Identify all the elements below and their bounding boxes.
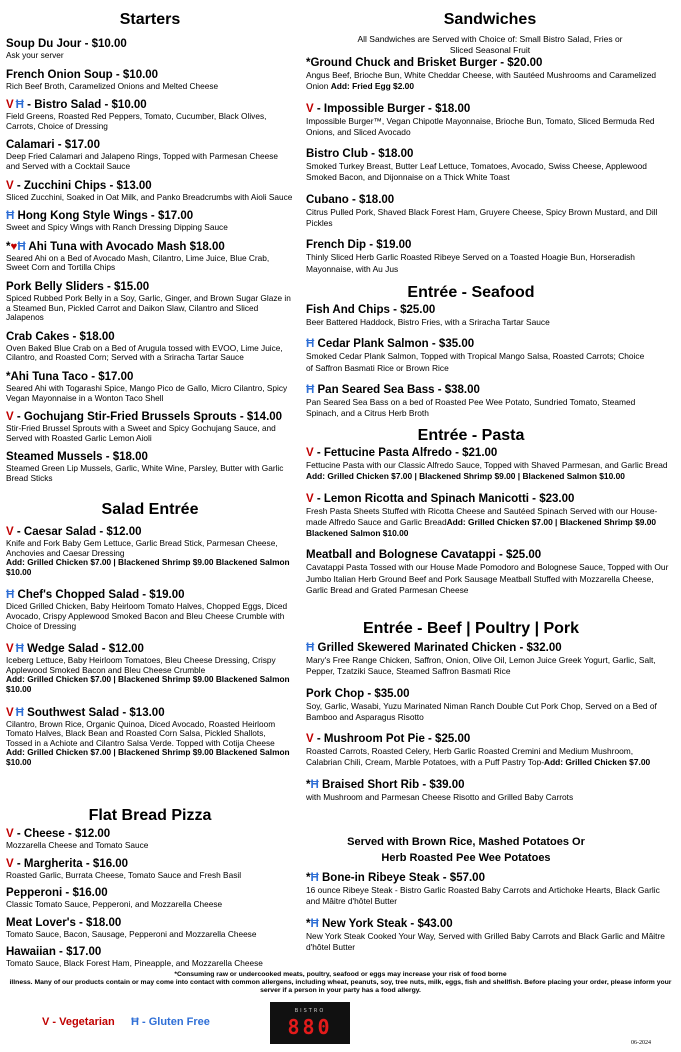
raw-warning-marker: * xyxy=(6,240,11,253)
menu-item-ahi-tuna-taco-17-00 xyxy=(6,371,294,403)
menu-item-description-text: Roasted Carrots, Roasted Celery, Herb Garlic Roasted Cremini and Medium Mushroom, Calabrian Chili, Cream, Marble Potatoes, with a Puff Pastry Top- xyxy=(306,746,634,768)
menu-item-addons: Add: Grilled Chicken $7.00 | Blackened Shrimp $9.00 Blackened Salmon $10.00 xyxy=(6,674,290,694)
gluten-free-icon: Ħ xyxy=(306,642,315,654)
menu-item-crab-cakes-18-00 xyxy=(6,331,294,363)
menu-item-title xyxy=(306,549,671,562)
gluten-free-icon: Ħ xyxy=(15,99,24,112)
menu-item-name-price: Southwest Salad - $13.00 xyxy=(23,706,165,719)
menu-item-title xyxy=(306,779,671,792)
menu-item-name-price: *Ground Chuck and Brisket Burger - $20.00 xyxy=(306,57,543,69)
menu-item-description xyxy=(6,112,294,131)
section-title-seafood: Entrée - Seafood xyxy=(407,284,535,301)
menu-item-description xyxy=(6,602,292,631)
menu-item-description-text: Fresh Pasta Sheets Stuffed with Ricotta Cheese and Sautéed Spinach Served with our House-made Alfredo Sauce and Garlic Bread xyxy=(306,505,658,527)
salad-section xyxy=(6,500,294,520)
menu-item-title xyxy=(306,642,671,655)
raw-warning-marker: * xyxy=(306,778,311,791)
menu-item-name-price: Cedar Plank Salmon - $35.00 xyxy=(314,338,475,351)
menu-item-description xyxy=(6,294,294,323)
menu-item-description-text: Impossible Burger™, Vegan Chipotle Mayonnaise, Brioche Bun, Tomato, Sliced Bermuda Red Onions, and Sliced Avocado xyxy=(306,115,655,137)
menu-item-description xyxy=(306,317,646,328)
menu-item-southwest-salad-13-00 xyxy=(6,707,292,768)
gluten-free-icon: Ħ xyxy=(15,643,24,656)
menu-item-name-price: French Onion Soup - $10.00 xyxy=(6,68,159,81)
menu-item-description-text: Knife and Fork Baby Gem Lettuce, Garlic Bread Stick, Parmesan Cheese, Anchovies and Caesar Dressing xyxy=(6,538,278,558)
menu-item-description xyxy=(306,207,671,230)
menu-item-description-text: Mary's Free Range Chicken, Saffron, Onion, Olive Oil, Lemon Juice Greek Yogurt, Garlic, Salt, Pepper, Tzatziki Sauce, Steamed Saffron Basmati Rice xyxy=(306,655,656,677)
menu-item-description-text: Field Greens, Roasted Red Peppers, Tomato, Cucumber, Black Olives, Carrots, Choice of Dressing xyxy=(6,111,267,131)
gluten-free-icon: Ħ xyxy=(310,917,319,930)
menu-item-calamari-17-00 xyxy=(6,139,294,171)
menu-item-title xyxy=(306,194,671,207)
menu-item-title xyxy=(306,447,671,460)
menu-item-description xyxy=(306,70,671,93)
legend-vegetarian-label: V - Vegetarian xyxy=(42,1016,115,1028)
menu-item-name-price: Cubano - $18.00 xyxy=(306,193,395,206)
menu-item-description xyxy=(6,871,294,881)
menu-item-description xyxy=(6,193,294,203)
menu-item-new-york-steak-43-00 xyxy=(306,918,666,954)
section-title-beef: Entrée - Beef | Poultry | Pork xyxy=(362,620,580,637)
menu-item-name-price: - Cheese - $12.00 xyxy=(13,828,111,840)
menu-item-addons: Add: Grilled Chicken $7.00 | Blackened Shrimp $9.00 Blackened Salmon $10.00 xyxy=(6,557,290,577)
section-title-pasta: Entrée - Pasta xyxy=(417,427,525,444)
steaks-list xyxy=(306,872,666,953)
menu-item-description-text: Rich Beef Broth, Caramelized Onions and Melted Cheese xyxy=(6,80,219,91)
allergy-disclaimer-line1: *Consuming raw or undercooked meats, poultry, seafood or eggs may increase your risk of food borne xyxy=(174,971,507,978)
menu-item-name-price: - Mushroom Pot Pie - $25.00 xyxy=(313,733,471,746)
allergy-disclaimer-line2: illness. Many of our products contain or may come into contact with common allergens, including wheat, peanuts, soy, tree nuts, milk, eggs, fish and shellfish. Before placing your order, please inform your server if a person in your party has a food allergy. xyxy=(9,979,672,994)
menu-item-bone-in-ribeye-steak-57-00 xyxy=(306,872,666,908)
vegetarian-marker: V xyxy=(306,733,314,746)
menu-item-gochujang-stir-fried-brussels-sprouts-14 xyxy=(6,411,294,443)
sandwiches-section xyxy=(306,10,674,56)
menu-item-soup-du-jour-10-00 xyxy=(6,38,294,61)
menu-item-description-text: Tomato Sauce, Bacon, Sausage, Pepperoni and Mozzarella Cheese xyxy=(6,928,257,939)
vegetarian-marker: V xyxy=(306,102,314,115)
menu-item-title xyxy=(306,384,646,397)
menu-item-description xyxy=(6,900,294,910)
menu-item-mushroom-pot-pie-25-00 xyxy=(306,733,671,769)
menu-item-description-text: Oven Baked Blue Crab on a Bed of Arugula tossed with EVOO, Lime Juice, Cilantro, and Roasted Corn; Served with a Sriracha Tartar Sauce xyxy=(6,342,283,363)
menu-item-name-price: Chef's Chopped Salad - $19.00 xyxy=(14,589,185,602)
menu-item-bistro-salad-10-00 xyxy=(6,99,294,131)
gluten-free-icon: Ħ xyxy=(306,338,315,351)
menu-item-meatball-and-bolognese-cavatappi-25-00 xyxy=(306,549,671,596)
menu-item-description xyxy=(306,562,671,596)
menu-item-title xyxy=(306,304,646,317)
sandwiches-note: All Sandwiches are Served with Choice of: Small Bistro Salad, Fries or Sliced Seasonal Fruit xyxy=(357,34,623,55)
menu-item-name-price: Crab Cakes - $18.00 xyxy=(6,330,115,343)
menu-item-name-price: - Gochujang Stir-Fried Brussels Sprouts - $14.00 xyxy=(13,411,283,424)
menu-item-description xyxy=(306,460,671,483)
menu-item-description xyxy=(306,351,646,374)
menu-item-description xyxy=(6,51,294,61)
menu-item-description xyxy=(6,539,292,577)
menu-item-hawaiian-17-00 xyxy=(6,946,294,969)
menu-item-description-text: Smoked Cedar Plank Salmon, Topped with Tropical Mango Salsa, Roasted Carrots; Choice of Saffron Basmati Rice or Brown Rice xyxy=(306,351,645,373)
menu-item-description-text: Mozzarella Cheese and Tomato Sauce xyxy=(6,840,149,850)
menu-item-description xyxy=(6,82,294,92)
menu-item-description-text: Seared Ahi on a Bed of Avocado Mash, Cilantro, Lime Juice, Blue Crab, Sweet Corn and Tortilla Chips xyxy=(6,252,270,273)
menu-item-description xyxy=(6,959,294,969)
salad-list xyxy=(6,526,292,768)
menu-item-title xyxy=(306,338,646,351)
steaks-note: Served with Brown Rice, Mashed Potatoes Or Herb Roasted Pee Wee Potatoes xyxy=(347,836,585,864)
menu-item-zucchini-chips-13-00 xyxy=(6,180,294,203)
vegetarian-marker: V xyxy=(6,179,14,192)
section-title-sandwiches: Sandwiches xyxy=(443,11,537,28)
menu-item-name-price: - Margherita - $16.00 xyxy=(13,857,129,870)
menu-item-braised-short-rib-39-00 xyxy=(306,779,671,803)
menu-item-name-price: Pan Seared Sea Bass - $38.00 xyxy=(314,383,480,396)
legend-gluten-free xyxy=(131,1016,210,1028)
menu-item-description xyxy=(6,152,294,171)
raw-warning-marker: * xyxy=(306,872,311,884)
menu-item-name-price: Hong Kong Style Wings - $17.00 xyxy=(14,210,194,223)
menu-item-description xyxy=(306,506,671,540)
menu-item-name-price: Grilled Skewered Marinated Chicken - $32.00 xyxy=(314,642,562,654)
section-title-starters: Starters xyxy=(119,11,181,28)
menu-item-name-price: - Caesar Salad - $12.00 xyxy=(13,526,142,538)
seafood-section xyxy=(306,283,636,303)
vegetarian-marker: V xyxy=(306,447,314,459)
menu-item-description-text: Tomato Sauce, Black Forest Ham, Pineapple, and Mozzarella Cheese xyxy=(6,958,263,969)
menu-item-description-text: Spiced Rubbed Pork Belly in a Soy, Garlic, Ginger, and Brown Sugar Glaze in a Steamed Bun, Pickled Carrot and Daikon Slaw, Cilantro and Sliced Jalapenos xyxy=(6,292,291,323)
menu-item-description xyxy=(6,424,294,443)
menu-item-margherita-16-00 xyxy=(6,858,294,881)
menu-item-name-price: Pork Chop - $35.00 xyxy=(306,687,410,700)
menu-item-grilled-skewered-marinated-chicken-32-00 xyxy=(306,642,671,678)
vegetarian-marker: V xyxy=(6,411,14,424)
menu-item-name-price: Soup Du Jour - $10.00 xyxy=(6,38,127,50)
menu-item-french-dip-19-00 xyxy=(306,239,671,275)
menu-item-cheese-12-00 xyxy=(6,828,294,851)
beef-list xyxy=(306,642,671,803)
menu-item-name-price: - Fettucine Pasta Alfredo - $21.00 xyxy=(313,447,498,459)
section-title-salad: Salad Entrée xyxy=(101,501,199,518)
menu-item-addons: Add: Grilled Chicken $7.00 | Blackened Shrimp $9.00 | Blackened Salmon $10.00 xyxy=(306,471,625,482)
menu-item-description-text: Sweet and Spicy Wings with Ranch Dressing Dipping Sauce xyxy=(6,222,228,233)
menu-item-description xyxy=(306,161,671,184)
menu-item-description xyxy=(6,384,294,403)
menu-item-name-price: New York Steak - $43.00 xyxy=(318,917,453,930)
heart-icon: ♥ xyxy=(10,240,18,253)
menu-item-name-price: - Zucchini Chips - $13.00 xyxy=(13,179,152,192)
menu-item-description xyxy=(6,254,294,273)
gluten-free-icon: Ħ xyxy=(17,240,26,253)
menu-item-steamed-mussels-18-00 xyxy=(6,451,294,483)
menu-item-pepperoni-16-00 xyxy=(6,887,294,910)
menu-item-description-text: Iceberg Lettuce, Baby Heirloom Tomatoes, Bleu Cheese Dressing, Crispy Applewood Smoked Bacon and Bleu Cheese Crumble xyxy=(6,655,276,675)
menu-date: 06-2024 xyxy=(631,1040,651,1046)
gluten-free-icon: Ħ xyxy=(306,383,315,396)
legend-gluten-free-label: Ħ - Gluten Free xyxy=(131,1016,210,1028)
menu-item-description-text: Thinly Sliced Herb Garlic Roasted Ribeye Served on a Toasted Hoagie Bun, Horseradish Mayonnaise, with Au Jus xyxy=(306,252,635,274)
legend-vegetarian xyxy=(42,1016,115,1028)
starters-list xyxy=(6,38,294,483)
menu-item-description xyxy=(6,464,294,483)
menu-item-addons: Add: Grilled Chicken $7.00 | Blackened Shrimp $9.00 Blackened Salmon $10.00 xyxy=(306,516,657,539)
menu-item-bistro-club-18-00 xyxy=(306,148,671,184)
menu-item-pork-chop-35-00 xyxy=(306,688,671,724)
menu-item-description-text: Pan Seared Sea Bass on a bed of Roasted Pee Wee Potato, Sundried Tomato, Steamed Spinach, and a Citrus Herb Broth xyxy=(306,396,636,419)
menu-item-description-text: Stir-Fried Brussel Sprouts with a Sweet and Spicy Gochujang Sauce, and Served with Roasted Garlic Lemon Aioli xyxy=(6,423,276,443)
starters-section xyxy=(6,10,294,30)
menu-item-cedar-plank-salmon-35-00 xyxy=(306,338,646,374)
menu-item-description xyxy=(306,701,671,724)
vegetarian-marker: V xyxy=(6,643,14,656)
menu-item-caesar-salad-12-00 xyxy=(6,526,292,577)
menu-item-name-price: French Dip - $19.00 xyxy=(306,239,412,252)
raw-warning-marker: * xyxy=(306,917,311,930)
gluten-free-icon: Ħ xyxy=(310,778,319,791)
menu-item-name-price: Bone-in Ribeye Steak - $57.00 xyxy=(318,872,485,884)
menu-item-description-text: Deep Fried Calamari and Jalapeno Rings, Topped with Parmesan Cheese and Served with a Cocktail Sauce xyxy=(6,151,278,171)
pasta-section xyxy=(306,426,636,446)
menu-item-description xyxy=(306,792,671,803)
menu-item-name-price: Steamed Mussels - $18.00 xyxy=(6,451,148,464)
vegetarian-marker: V xyxy=(6,706,14,719)
menu-item-title xyxy=(306,688,671,701)
menu-item-description-text: with Mushroom and Parmesan Cheese Risotto and Grilled Baby Carrots xyxy=(306,791,574,802)
logo-big-text: 880 xyxy=(287,1015,333,1039)
bistro-logo xyxy=(270,1002,350,1044)
menu-item-addons: Add: Fried Egg $2.00 xyxy=(330,81,414,92)
menu-item-title xyxy=(306,57,671,70)
menu-item-pork-belly-sliders-15-00 xyxy=(6,281,294,323)
menu-item-description-text: Roasted Garlic, Burrata Cheese, Tomato Sauce and Fresh Basil xyxy=(6,869,242,880)
menu-item-title xyxy=(306,493,671,506)
menu-item-fettucine-pasta-alfredo-21-00 xyxy=(306,447,671,483)
menu-item-description-text: Classic Tomato Sauce, Pepperoni, and Mozzarella Cheese xyxy=(6,899,223,910)
menu-item-name-price: - Lemon Ricotta and Spinach Manicotti - $23.00 xyxy=(313,492,575,505)
menu-item-title xyxy=(306,239,671,252)
menu-item-lemon-ricotta-and-spinach-manicotti-23-0 xyxy=(306,493,671,540)
menu-item-name-price: Fish And Chips - $25.00 xyxy=(306,304,436,316)
menu-item-name-price: - Bistro Salad - $10.00 xyxy=(23,99,147,112)
menu-item-description xyxy=(6,223,294,233)
vegetarian-marker: V xyxy=(6,99,14,112)
menu-item-title xyxy=(306,918,666,931)
menu-item-title xyxy=(306,103,671,116)
pizza-section xyxy=(6,806,294,826)
menu-item-description xyxy=(306,397,646,420)
vegetarian-marker: V xyxy=(6,857,14,870)
menu-item-description xyxy=(6,930,294,940)
menu-item-description xyxy=(306,885,666,908)
menu-item-description-text: Sliced Zucchini, Soaked in Oat Milk, and Panko Breadcrumbs with Aioli Sauce xyxy=(6,191,293,202)
menu-item-description-text: Cavatappi Pasta Tossed with our House Made Pomodoro and Bolognese Sauce, Topped with Our Jumbo Italian Herb Ground Beef and Pork Sausage Meatball Stuffed with Mozzarella Cheese, Garlic Bread and Grated Parmesan Cheese xyxy=(306,562,669,596)
menu-item-fish-and-chips-25-00 xyxy=(306,304,646,328)
menu-item-hong-kong-style-wings-17-00 xyxy=(6,210,294,233)
gluten-free-icon: Ħ xyxy=(15,706,24,719)
vegetarian-marker: V xyxy=(6,828,14,840)
menu-item-name-price: Calamari - $17.00 xyxy=(6,139,100,152)
menu-item-description-text: Smoked Turkey Breast, Butter Leaf Lettuce, Tomatoes, Avocado, Swiss Cheese, Applewood Smoked Bacon, and Dijonnaise on a Thick White Toast xyxy=(306,161,647,183)
menu-item-name-price: - Impossible Burger - $18.00 xyxy=(313,102,471,115)
menu-item-wedge-salad-12-00 xyxy=(6,643,292,694)
menu-item-description xyxy=(6,656,292,694)
menu-item-description-text: Beer Battered Haddock, Bistro Fries, with a Sriracha Tartar Sauce xyxy=(306,317,550,327)
menu-item-name-price: Hawaiian - $17.00 xyxy=(6,946,102,959)
menu-item-description xyxy=(6,841,294,851)
menu-item-description-text: Soy, Garlic, Wasabi, Yuzu Marinated Niman Ranch Double Cut Pork Chop, Served on a Bed of Bamboo and Asparagus Risotto xyxy=(306,700,657,722)
gluten-free-icon: Ħ xyxy=(310,872,319,884)
seafood-list xyxy=(306,304,646,419)
menu-item-ahi-tuna-with-avocado-mash-18-00 xyxy=(6,241,294,273)
menu-item-name-price: Ahi Tuna with Avocado Mash $18.00 xyxy=(25,240,225,253)
menu-item-description-text: 16 ounce Ribeye Steak - Bistro Garlic Roasted Baby Carrots and Artichoke Hearts, Black Garlic and Mâitre d'hôtel Butter xyxy=(306,885,660,907)
logo-small-text: BISTRO xyxy=(294,1008,326,1014)
menu-item-name-price: Pepperoni - $16.00 xyxy=(6,887,108,900)
menu-item-description xyxy=(306,931,666,954)
menu-item-description xyxy=(6,720,292,768)
menu-item-description-text: Ask your server xyxy=(6,50,64,60)
menu-item-description-text: Cilantro, Brown Rice, Organic Quinoa, Diced Avocado, Roasted Heirloom Tomato Halves, Black Bean and Roasted Corn Salsa, Pickled Shallots, Tossed in a Achiote and Cilantro Salsa Verde. Topped with Cotija Cheese xyxy=(6,718,276,748)
menu-item-meat-lover-s-18-00 xyxy=(6,917,294,940)
pasta-list xyxy=(306,447,671,596)
menu-item-french-onion-soup-10-00 xyxy=(6,69,294,92)
menu-item-addons: Add: Grilled Chicken $7.00 xyxy=(544,757,651,768)
menu-item-name-price: Meat Lover's - $18.00 xyxy=(6,916,122,929)
pizza-list xyxy=(6,828,294,969)
menu-item-description xyxy=(306,116,671,139)
gluten-free-icon: Ħ xyxy=(6,589,15,602)
menu-item-description-text: New York Steak Cooked Your Way, Served with Grilled Baby Carrots and Black Garlic and Mâitre d'hôtel Butter xyxy=(306,930,665,952)
menu-item-description xyxy=(306,746,671,769)
vegetarian-marker: V xyxy=(6,526,14,538)
menu-item-name-price: Pork Belly Sliders - $15.00 xyxy=(6,280,150,293)
menu-item-cubano-18-00 xyxy=(306,194,671,230)
vegetarian-marker: V xyxy=(306,492,314,505)
menu-item-description-text: Steamed Green Lip Mussels, Garlic, White Wine, Parsley, Butter with Garlic Bread Sticks xyxy=(6,463,284,483)
menu-item-description-text: Citrus Pulled Pork, Shaved Black Forest Ham, Gruyere Cheese, Spicy Brown Mustard, and Dill Pickles xyxy=(306,206,658,229)
menu-item-chef-s-chopped-salad-19-00 xyxy=(6,589,292,631)
menu-item-name-price: Meatball and Bolognese Cavatappi - $25.00 xyxy=(306,549,542,562)
menu-item-name-price: Wedge Salad - $12.00 xyxy=(23,643,144,656)
menu-item-description-text: Seared Ahi with Togarashi Spice, Mango Pico de Gallo, Micro Cilantro, Spicy Vegan Mayonnaise in a Wonton Taco Shell xyxy=(6,382,288,403)
beef-section xyxy=(306,619,636,639)
menu-item-title xyxy=(306,733,671,746)
gluten-free-icon: Ħ xyxy=(6,210,15,223)
menu-item-ground-chuck-and-brisket-burger-20-00 xyxy=(306,57,671,93)
menu-item-name-price: Bistro Club - $18.00 xyxy=(306,148,414,161)
menu-item-addons: Add: Grilled Chicken $7.00 | Blackened Shrimp $9.00 Blackened Salmon $10.00 xyxy=(6,747,290,767)
menu-item-impossible-burger-18-00 xyxy=(306,103,671,139)
menu-item-name-price: Braised Short Rib - $39.00 xyxy=(318,778,465,791)
sandwiches-list xyxy=(306,57,671,275)
menu-item-description xyxy=(306,252,671,275)
menu-item-title xyxy=(306,872,666,885)
menu-item-name-price: *Ahi Tuna Taco - $17.00 xyxy=(6,370,134,383)
menu-item-title xyxy=(306,148,671,161)
section-title-pizza: Flat Bread Pizza xyxy=(88,807,212,824)
menu-item-description-text: Diced Grilled Chicken, Baby Heirloom Tomato Halves, Chopped Eggs, Diced Avocado, Crispy Applewood Smoked Bacon and Bleu Cheese Crumble with Choice of Dressing xyxy=(6,601,288,631)
menu-item-description-text: Angus Beef, Brioche Bun, White Cheddar Cheese, with Sautéed Mushrooms and Caramelized Onion xyxy=(306,70,657,92)
menu-item-description xyxy=(6,344,294,363)
menu-item-pan-seared-sea-bass-38-00 xyxy=(306,384,646,420)
menu-item-description-text: Fettucine Pasta with our Classic Alfredo Sauce, Topped with Shaved Parmesan, and Garlic Bread xyxy=(306,460,668,470)
menu-item-description xyxy=(306,655,671,678)
